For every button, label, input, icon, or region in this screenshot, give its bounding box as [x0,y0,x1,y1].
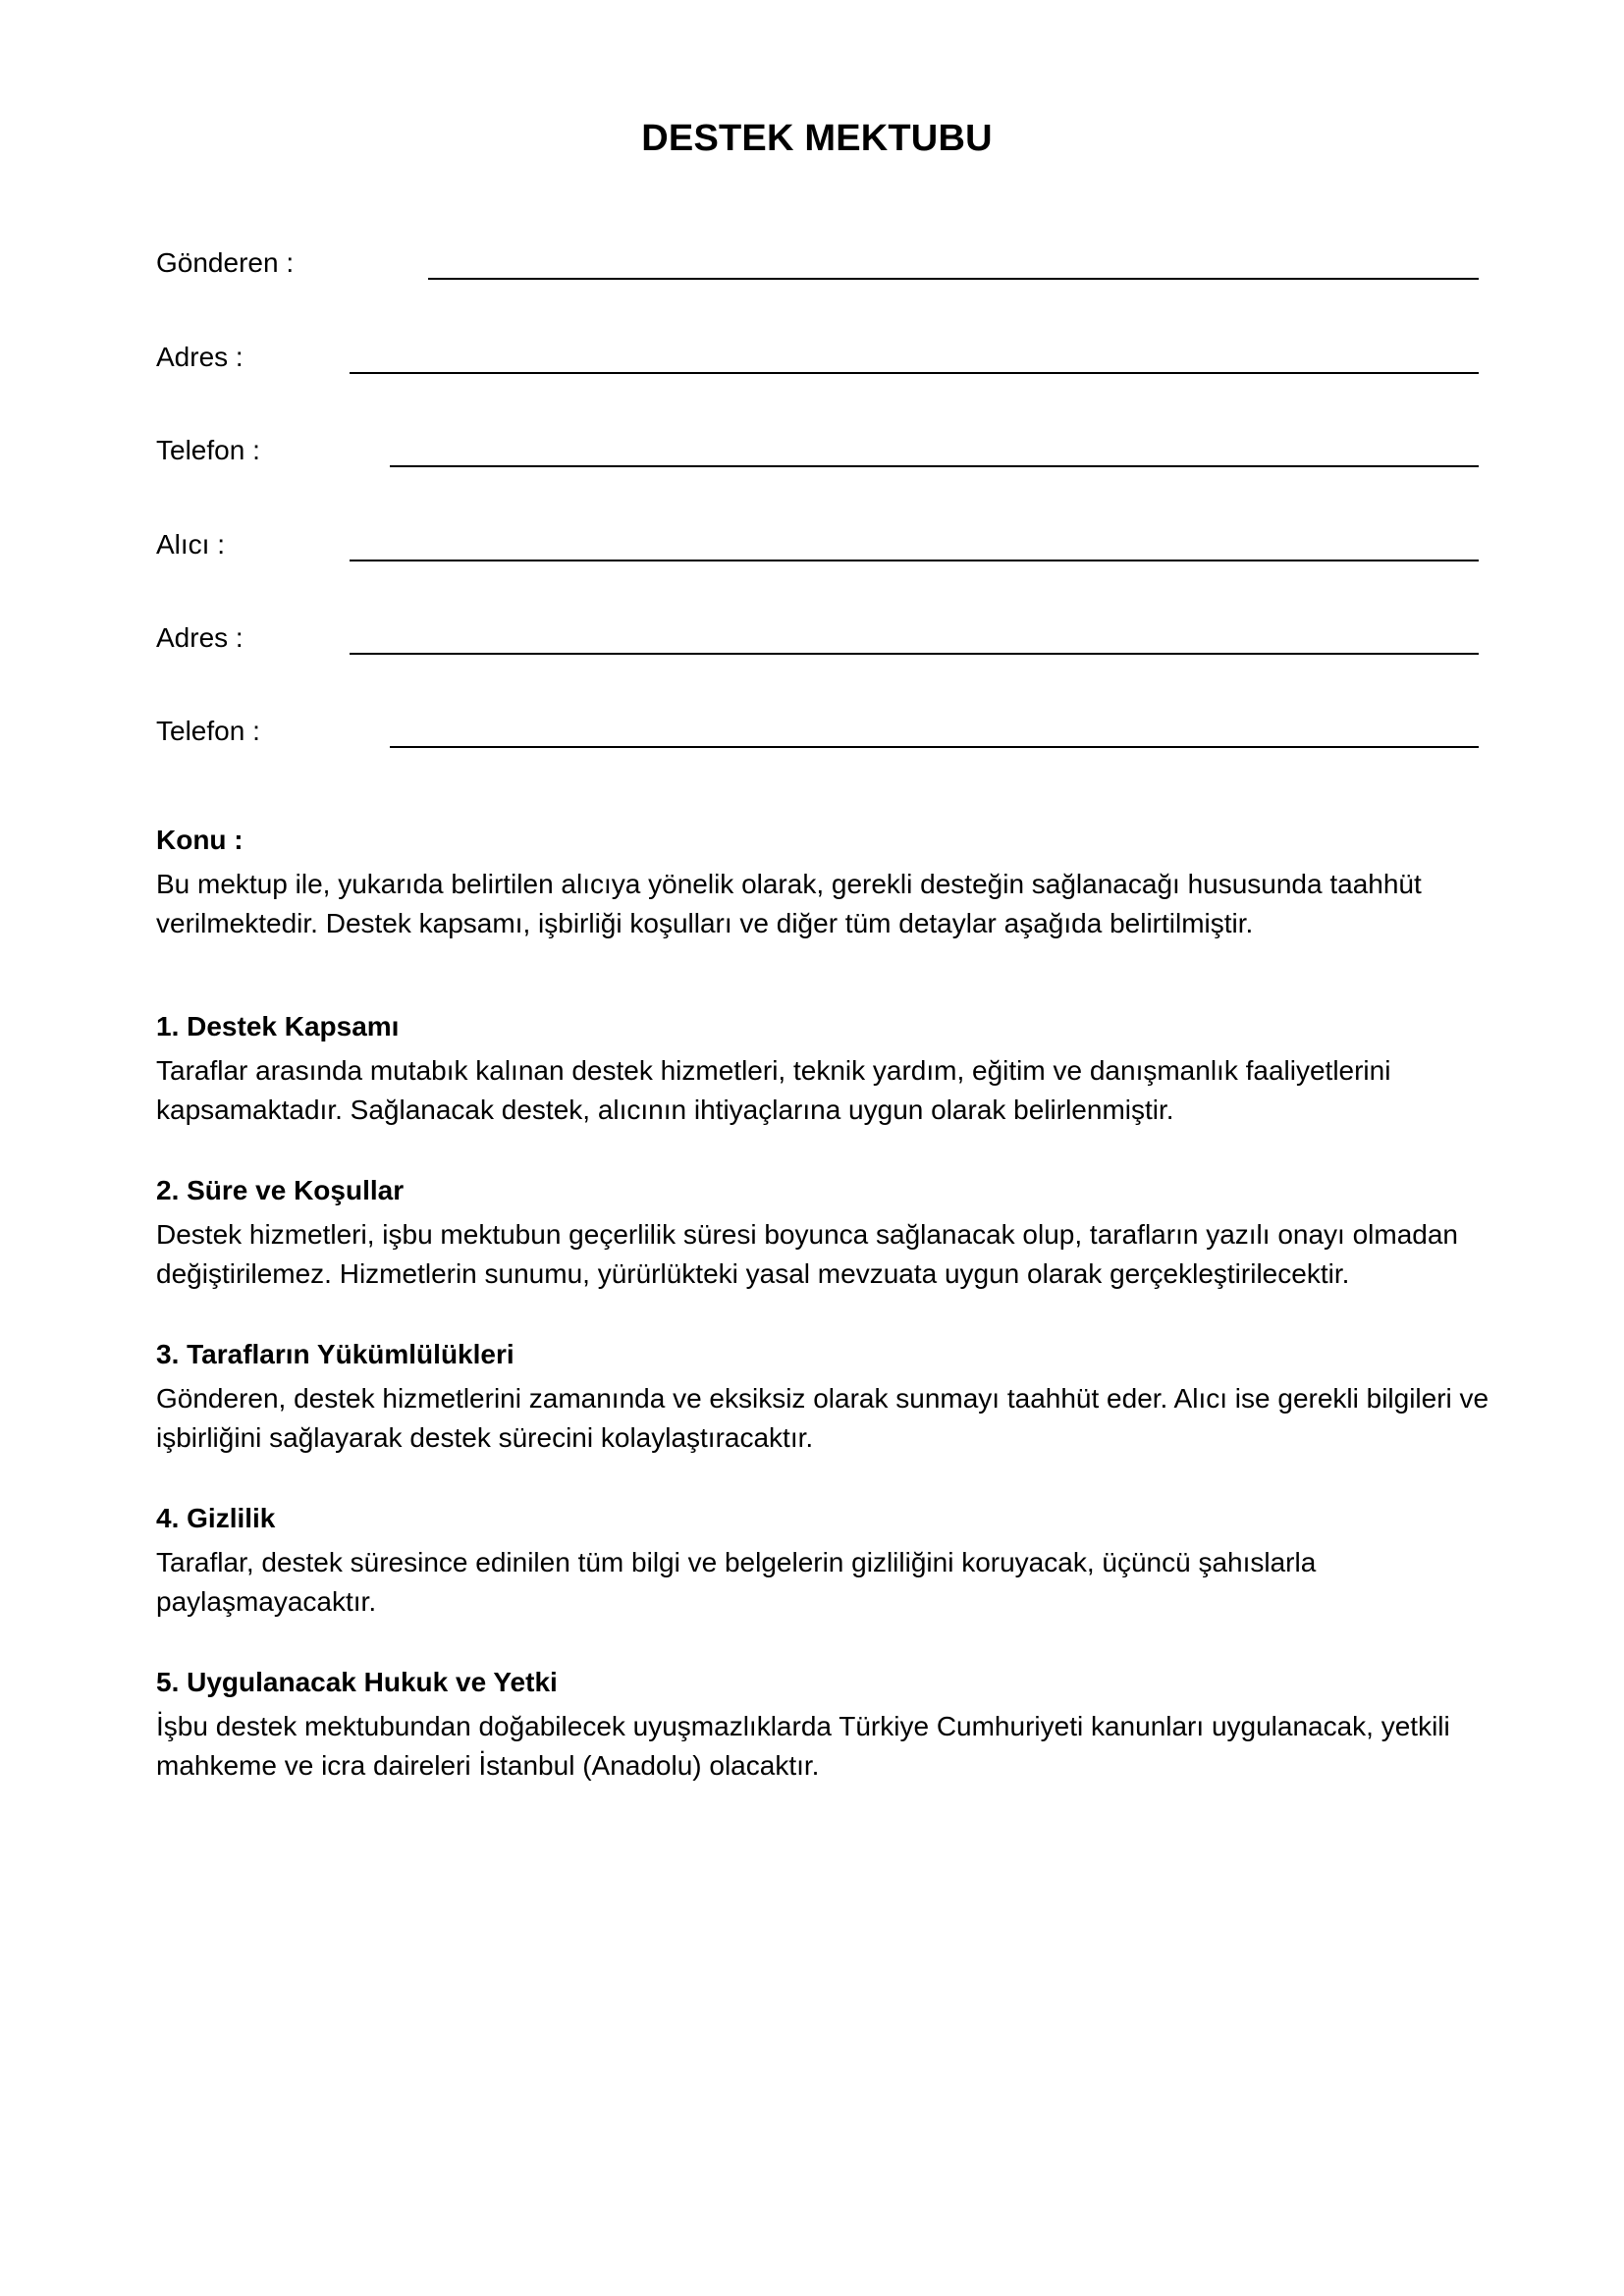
section-body-obligations: Gönderen, destek hizmetlerini zamanında ve eksiksiz olarak sunmayı taahhüt eder. Alıcı ise gerekli bilgileri ve işbirliğini sağlayarak destek sürecini kolaylaştıracaktır. [156,1383,1489,1453]
field-line-sender-address [350,372,1479,374]
field-label-sender-phone: Telefon : [156,435,260,465]
section-body-law: İşbu destek mektubundan doğabilecek uyuşmazlıklarda Türkiye Cumhuriyeti kanunları uygulanacak, yetkili mahkeme ve icra daireleri İstanbul (Anadolu) olacaktır. [156,1711,1450,1781]
section-heading-confidentiality: 4. Gizlilik [156,1503,276,1533]
section-heading-obligations: 3. Tarafların Yükümlülükleri [156,1339,514,1369]
field-line-recipient [350,560,1479,561]
field-line-recipient-phone [390,746,1479,748]
field-label-recipient-phone: Telefon : [156,716,260,746]
subject-body: Bu mektup ile, yukarıda belirtilen alıcıya yönelik olarak, gerekli desteğin sağlanacağı hususunda taahhüt verilmektedir. Destek kapsamı, işbirliği koşulları ve diğer tüm detaylar aşağıda belirtilmiştir. [156,869,1422,938]
field-line-sender-phone [390,465,1479,467]
section-heading-law: 5. Uygulanacak Hukuk ve Yetki [156,1667,558,1697]
field-label-sender-address: Adres : [156,342,244,372]
document-title: DESTEK MEKTUBU [641,118,993,159]
field-line-sender [428,278,1479,280]
field-label-recipient-address: Adres : [156,622,244,653]
section-heading-scope: 1. Destek Kapsamı [156,1011,400,1041]
section-body-duration: Destek hizmetleri, işbu mektubun geçerlilik süresi boyunca sağlanacak olup, tarafların yazılı onayı olmadan değiştirilemez. Hizmetlerin sunumu, yürürlükteki yasal mevzuata uygun olarak gerçekleştirilecektir. [156,1219,1459,1289]
field-label-sender: Gönderen : [156,247,295,278]
subject-heading: Konu : [156,825,244,855]
section-body-scope: Taraflar arasında mutabık kalınan destek hizmetleri, teknik yardım, eğitim ve danışmanlık faaliyetlerini kapsamaktadır. Sağlanacak destek, alıcının ihtiyaçlarına uygun olarak belirlenmiştir. [156,1055,1391,1125]
field-label-recipient: Alıcı : [156,529,226,560]
section-heading-duration: 2. Süre ve Koşullar [156,1175,405,1205]
field-line-recipient-address [350,653,1479,655]
section-body-confidentiality: Taraflar, destek süresince edinilen tüm bilgi ve belgelerin gizliliğini koruyacak, üçüncü şahıslarla paylaşmayacaktır. [156,1547,1317,1617]
